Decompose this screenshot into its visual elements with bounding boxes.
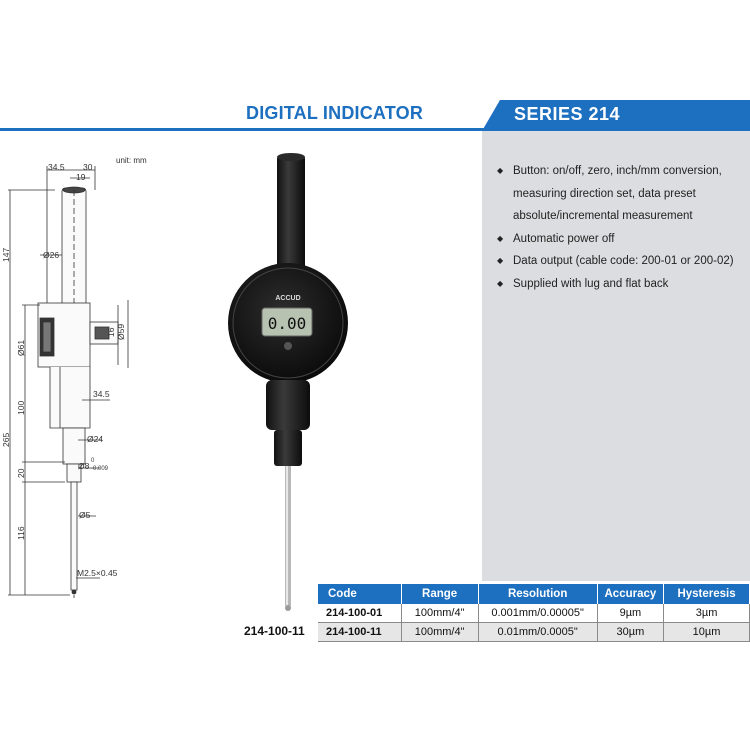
bullet-icon: ◆ — [497, 278, 504, 288]
feature-list — [497, 160, 750, 295]
bullet-icon: ◆ — [497, 233, 504, 243]
feature-item: ◆ Button: on/off, zero, inch/mm conversion, measuring direction set, data preset absolute/incremental measurement — [497, 160, 750, 228]
col-range: Range — [401, 584, 478, 604]
cell-hysteresis: 10µm — [664, 623, 750, 642]
dim-8: Ø8 — [78, 461, 90, 471]
col-hysteresis: Hysteresis — [664, 584, 750, 604]
col-code: Code — [318, 584, 401, 604]
dim-5: Ø5 — [79, 510, 91, 520]
dim-26: Ø26 — [43, 250, 60, 260]
feature-item: ◆ Data output (cable code: 200-01 or 200-02) — [497, 250, 750, 273]
dim-34-5-mid: 34.5 — [93, 389, 110, 399]
cell-code: 214-100-11 — [318, 623, 401, 642]
series-title: SERIES 214 — [514, 104, 621, 124]
cell-accuracy: 30µm — [597, 623, 663, 642]
dim-20: 20 — [16, 468, 26, 478]
photo-caption: 214-100-11 — [244, 624, 305, 638]
dim-61: Ø61 — [16, 339, 26, 356]
lcd-reading: 0.00 — [267, 314, 307, 333]
unit-label: unit: mm — [116, 156, 147, 165]
col-accuracy: Accuracy — [597, 584, 663, 604]
dim-59: Ø59 — [116, 323, 126, 340]
dim-30: 30 — [83, 162, 93, 172]
feature-item: ◆ Automatic power off — [497, 228, 750, 251]
table-header-row — [318, 584, 750, 604]
cell-accuracy: 9µm — [597, 604, 663, 623]
cell-code: 214-100-01 — [318, 604, 401, 623]
product-photo — [222, 150, 354, 625]
table-row — [318, 623, 750, 642]
dimension-drawing — [0, 140, 245, 610]
bullet-icon: ◆ — [497, 256, 504, 265]
dim-24: Ø24 — [87, 434, 104, 444]
dim-147: 147 — [1, 247, 11, 262]
dim-265: 265 — [1, 432, 11, 447]
dim-8-tol-bottom: -0.009 — [91, 466, 109, 472]
dim-100: 100 — [16, 400, 26, 415]
dim-116: 116 — [16, 526, 26, 540]
dim-16: 16 — [106, 327, 116, 337]
spec-table — [318, 584, 750, 642]
dim-19: 19 — [76, 172, 86, 182]
table-row — [318, 604, 750, 623]
dim-8-tol-top: 0 — [91, 458, 95, 464]
cell-hysteresis: 3µm — [664, 604, 750, 623]
col-resolution: Resolution — [478, 584, 597, 604]
cell-resolution: 0.001mm/0.00005" — [478, 604, 597, 623]
cell-range: 100mm/4" — [401, 604, 478, 623]
feature-item: ◆ Supplied with lug and flat back — [497, 273, 750, 296]
bullet-icon: ◆ — [497, 166, 504, 175]
dim-m2-5: M2.5×0.45 — [77, 568, 118, 578]
brand-label: ACCUD — [275, 295, 301, 302]
page-title: DIGITAL INDICATOR — [246, 103, 424, 123]
cell-range: 100mm/4" — [401, 623, 478, 642]
dim-34-5-top: 34.5 — [48, 162, 65, 172]
cell-resolution: 0.01mm/0.0005" — [478, 623, 597, 642]
